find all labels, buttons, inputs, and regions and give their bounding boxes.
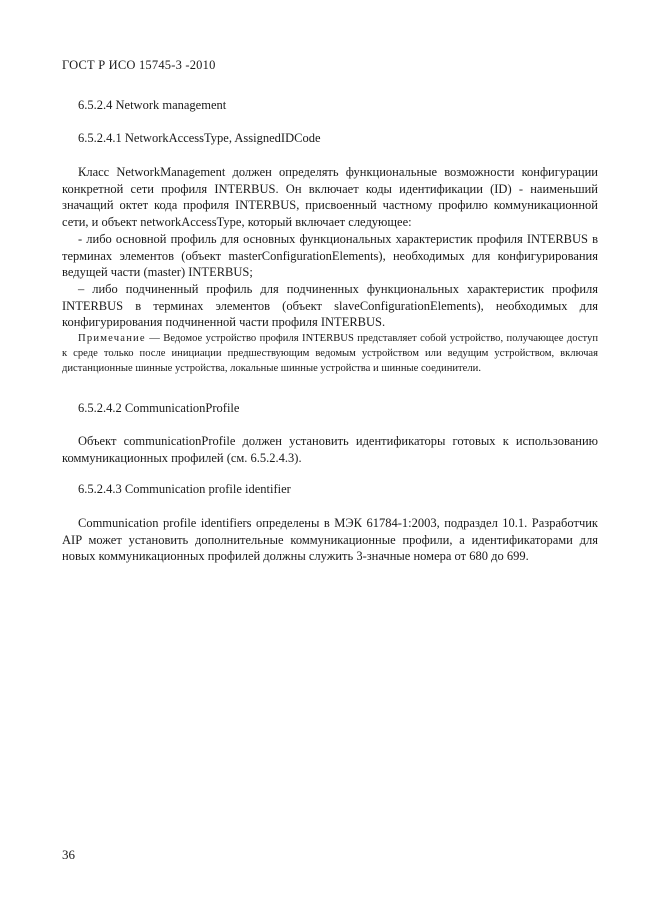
document-header: ГОСТ Р ИСО 15745-3 -2010 xyxy=(62,58,216,72)
note-text: — Ведомое устройство профиля INTERBUS представляет собой устройство, получающее доступ к среде только после инициации предшествующим ведомым устройством или ведущим устройством, включая дистанционные шинные устройства, локальные шинные устройства и шинные соединители. xyxy=(62,333,598,375)
section-heading-6-5-2-4: 6.5.2.4 Network management xyxy=(78,98,227,112)
paragraph-communication-profile-identifier: Communication profile identifiers определены в МЭК 61784-1:2003, подраздел 10.1. Разработчик AIP может установить дополнительные коммуникационные профили, а идентификаторами для новых коммуникационных профилей должны служить 3-значные номера от 680 до 699. xyxy=(62,516,598,564)
section-heading-6-5-2-4-1: 6.5.2.4.1 NetworkAccessType, AssignedIDCode xyxy=(78,131,321,145)
note-label: Примечание xyxy=(78,333,146,344)
list-item-slave-profile: – либо подчиненный профиль для подчиненных функциональных характеристик профиля INTERBUS в терминах элементов (объект slaveConfigurationElements), необходимых для конфигурирования подчиненной части профиля INTERBUS. xyxy=(62,282,598,330)
paragraph-network-management: Класс NetworkManagement должен определять функциональные возможности конфигурации конкретной сети профиля INTERBUS. Он включает коды идентификации (ID) - наименьший значащий октет кода профиля INTERBUS, присвоенный частному профилю коммуникационной сети, и объект networkAccessType, который включает следующее: xyxy=(62,165,598,229)
section-heading-6-5-2-4-3: 6.5.2.4.3 Communication profile identifier xyxy=(78,482,291,496)
page-number: 36 xyxy=(62,847,75,862)
paragraph-communication-profile: Объект communicationProfile должен установить идентификаторы готовых к использованию коммуникационных профилей (см. 6.5.2.4.3). xyxy=(62,434,598,465)
list-item-master-profile: - либо основной профиль для основных функциональных характеристик профиля INTERBUS в терминах элементов (объект masterConfigurationElements), необходимых для конфигурирования ведущей части (master) INTERBUS; xyxy=(62,232,598,280)
section-heading-6-5-2-4-2: 6.5.2.4.2 CommunicationProfile xyxy=(78,401,240,415)
note-paragraph xyxy=(62,331,598,377)
